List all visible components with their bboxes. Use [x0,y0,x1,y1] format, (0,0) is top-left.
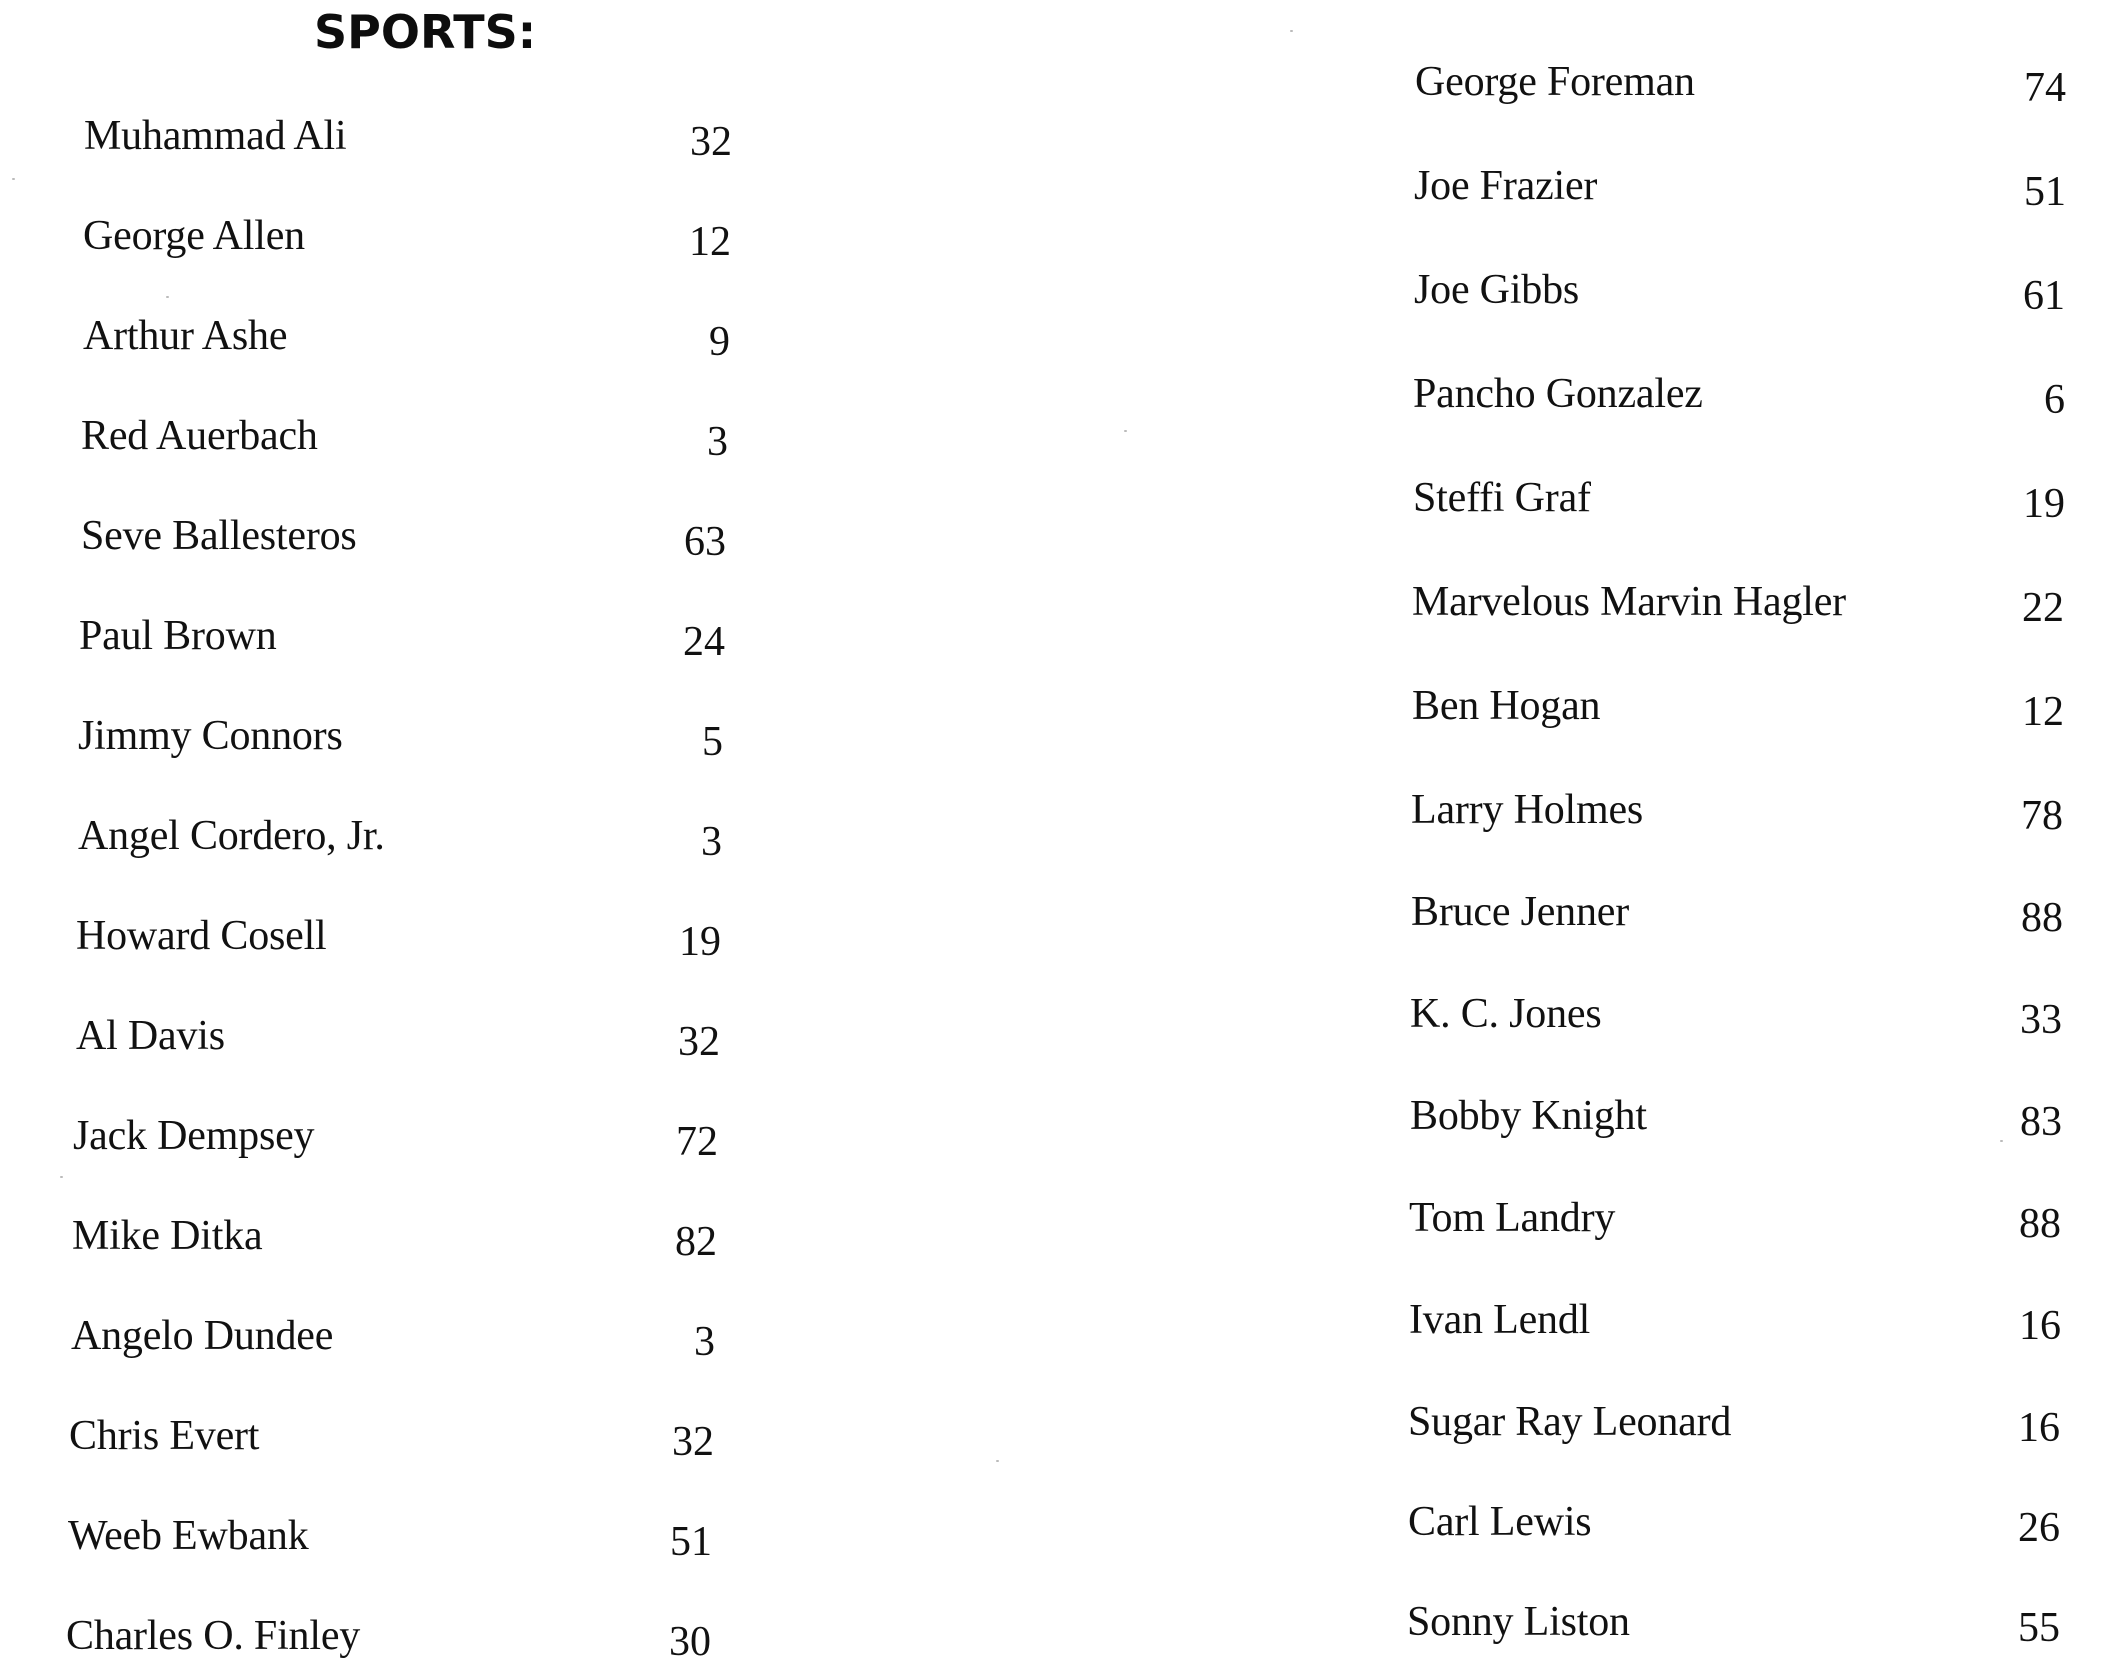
entry-value: 55 [2018,1605,2060,1651]
entry-value: 16 [2018,1405,2060,1451]
right-column-row [1380,260,2080,330]
entry-value: 26 [2018,1505,2060,1551]
entry-name: Mike Ditka [72,1213,263,1259]
left-column-row [0,1406,760,1476]
entry-name: Muhammad Ali [84,113,347,159]
entry-value: 51 [2024,169,2066,215]
scan-speck [12,178,15,180]
entry-name: Weeb Ewbank [68,1513,309,1559]
right-column-row [1380,1492,2080,1562]
entry-name: Charles O. Finley [66,1613,361,1659]
right-column-row [1380,1188,2080,1258]
entry-name: Angelo Dundee [71,1313,334,1359]
entry-name: Ivan Lendl [1409,1297,1591,1343]
entry-name: Sonny Liston [1407,1599,1630,1645]
entry-name: Marvelous Marvin Hagler [1412,579,1846,625]
right-column-row [1380,1086,2080,1156]
entry-value: 88 [2019,1201,2061,1247]
entry-value: 12 [2022,689,2064,735]
left-column-row [0,806,760,876]
entry-name: George Allen [83,213,305,259]
entry-name: K. C. Jones [1410,991,1602,1037]
entry-name: Joe Gibbs [1414,267,1580,313]
entry-value: 32 [678,1019,720,1065]
entry-name: George Foreman [1415,59,1695,105]
entry-name: Pancho Gonzalez [1413,371,1703,417]
entry-value: 32 [690,119,732,165]
right-column-row [1380,468,2080,538]
right-column-row [1380,882,2080,952]
entry-name: Red Auerbach [81,413,318,459]
right-column-row [1380,1592,2080,1662]
entry-value: 78 [2021,793,2063,839]
left-column-row [0,406,760,476]
right-column-row [1380,52,2080,122]
entry-value: 63 [684,519,726,565]
entry-name: Sugar Ray Leonard [1408,1399,1732,1445]
entry-value: 22 [2022,585,2064,631]
entry-value: 16 [2019,1303,2061,1349]
entry-value: 83 [2020,1099,2062,1145]
left-column-row [0,1606,760,1676]
scan-speck [1124,430,1127,432]
entry-name: Angel Cordero, Jr. [78,813,385,859]
entry-name: Bobby Knight [1410,1093,1647,1139]
entry-name: Larry Holmes [1411,787,1644,833]
scan-speck [166,296,169,298]
left-column-row [0,1306,760,1376]
entry-name: Bruce Jenner [1411,889,1629,935]
entry-value: 6 [2044,377,2065,423]
entry-name: Seve Ballesteros [81,513,357,559]
entry-name: Steffi Graf [1413,475,1591,521]
entry-value: 12 [689,219,731,265]
entry-value: 3 [707,419,728,465]
left-column-row [0,606,760,676]
right-column-row [1380,676,2080,746]
entry-name: Carl Lewis [1408,1499,1592,1545]
scan-speck [60,1176,63,1178]
entry-value: 30 [669,1619,711,1665]
scan-speck [996,1460,999,1462]
entry-name: Al Davis [76,1013,225,1059]
right-column-row [1380,780,2080,850]
left-column-row [0,1106,760,1176]
entry-value: 3 [694,1319,715,1365]
entry-name: Jack Dempsey [73,1113,315,1159]
entry-value: 24 [683,619,725,665]
right-column-row [1380,572,2080,642]
left-column-row [0,1006,760,1076]
entry-name: Jimmy Connors [78,713,343,759]
entry-value: 82 [675,1219,717,1265]
entry-name: Howard Cosell [76,913,327,959]
left-column-row [0,106,760,176]
entry-name: Paul Brown [79,613,277,659]
left-column-row [0,1506,760,1576]
entry-name: Tom Landry [1409,1195,1616,1241]
right-column-row [1380,1290,2080,1360]
entry-value: 74 [2024,65,2066,111]
entry-name: Joe Frazier [1414,163,1598,209]
scan-speck [1290,30,1293,32]
entry-value: 32 [672,1419,714,1465]
left-column-row [0,206,760,276]
right-column-row [1380,156,2080,226]
entry-value: 61 [2023,273,2065,319]
entry-name: Chris Evert [69,1413,260,1459]
right-column-row [1380,984,2080,1054]
entry-name: Arthur Ashe [83,313,288,359]
left-column-row [0,906,760,976]
entry-value: 19 [2023,481,2065,527]
right-column-row [1380,1392,2080,1462]
right-column-row [1380,364,2080,434]
entry-value: 9 [709,319,730,365]
left-column-row [0,1206,760,1276]
section-heading: SPORTS: [314,5,537,59]
entry-name: Ben Hogan [1412,683,1601,729]
entry-value: 3 [701,819,722,865]
scan-speck [2000,1140,2003,1142]
entry-value: 51 [670,1519,712,1565]
left-column-row [0,706,760,776]
left-column-row [0,306,760,376]
entry-value: 5 [702,719,723,765]
entry-value: 72 [676,1119,718,1165]
left-column-row [0,506,760,576]
entry-value: 88 [2021,895,2063,941]
entry-value: 19 [679,919,721,965]
entry-value: 33 [2020,997,2062,1043]
